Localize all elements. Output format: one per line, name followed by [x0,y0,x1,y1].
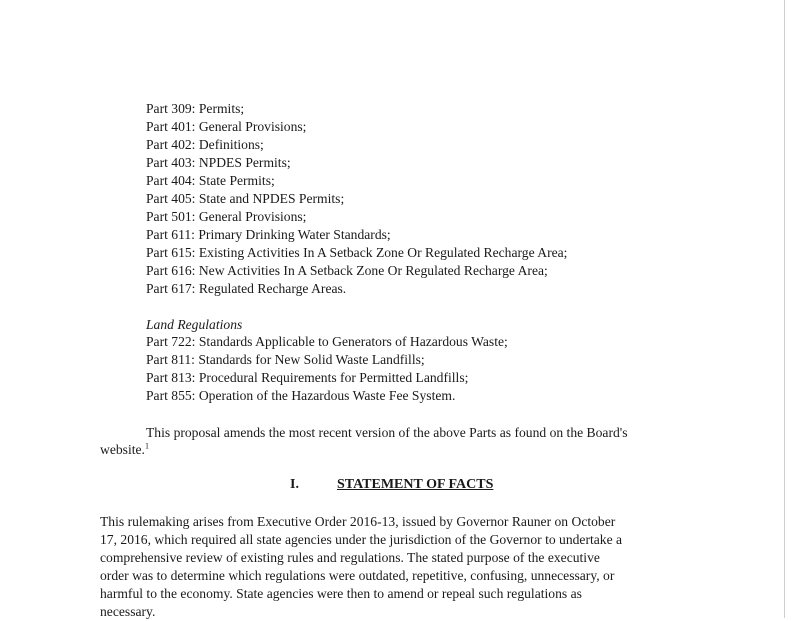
list-item: Part 811: Standards for New Solid Waste Landfills; [146,352,425,367]
list-item: Part 401: General Provisions; [146,119,307,134]
list-item: Part 403: NPDES Permits; [146,155,291,170]
land-regulations-heading: Land Regulations [146,317,243,332]
page-edge-divider [784,0,785,618]
proposal-paragraph-line [100,441,149,459]
proposal-paragraph-line: This proposal amends the most recent version of the above Parts as found on the Board's [146,425,628,440]
section-number: I. [290,477,299,492]
paragraph-line: This rulemaking arises from Executive Order 2016-13, issued by Governor Rauner on October [100,514,616,529]
list-item: Part 309: Permits; [146,101,245,116]
list-item: Part 405: State and NPDES Permits; [146,191,345,206]
paragraph-line: comprehensive review of existing rules and regulations. The stated purpose of the executive [100,550,600,565]
list-item: Part 855: Operation of the Hazardous Waste Fee System. [146,388,456,403]
proposal-website-text: website. [100,442,145,457]
paragraph-line: 17, 2016, which required all state agencies under the jurisdiction of the Governor to undertake a [100,532,623,547]
list-item: Part 813: Procedural Requirements for Permitted Landfills; [146,370,469,385]
paragraph-line: order was to determine which regulations were outdated, repetitive, confusing, unnecessary, or [100,568,615,583]
list-item: Part 617: Regulated Recharge Areas. [146,281,347,296]
list-item: Part 404: State Permits; [146,173,275,188]
list-item: Part 615: Existing Activities In A Setback Zone Or Regulated Recharge Area; [146,245,568,260]
list-item: Part 611: Primary Drinking Water Standards; [146,227,391,242]
footnote-marker[interactable]: 1 [144,441,149,451]
list-item: Part 501: General Provisions; [146,209,307,224]
list-item: Part 722: Standards Applicable to Generators of Hazardous Waste; [146,334,508,349]
paragraph-line: necessary. [100,604,156,619]
paragraph-line: harmful to the economy. State agencies were then to amend or repeal such regulations as [100,586,582,601]
list-item: Part 402: Definitions; [146,137,264,152]
list-item: Part 616: New Activities In A Setback Zone Or Regulated Recharge Area; [146,263,548,278]
section-title: STATEMENT OF FACTS [337,477,494,492]
